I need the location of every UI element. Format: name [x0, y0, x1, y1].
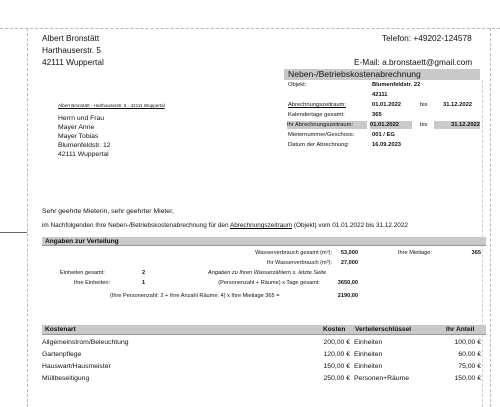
cost-amount: 120,00 €	[323, 351, 350, 358]
rent-average: 365	[471, 250, 481, 256]
page-break-line	[0, 28, 500, 29]
object-zip: 42111	[372, 92, 388, 98]
distribution-key: Personen+Räume	[354, 375, 409, 382]
statement-title: Neben-/Betriebskostenabrechnung	[284, 69, 480, 80]
your-period-from: 01.01.2022	[370, 121, 412, 129]
your-share: 150,00 €	[454, 375, 481, 382]
sender-name: Albert Bronstätt	[42, 33, 100, 43]
your-period-to: 31.12.2022	[434, 121, 480, 129]
distribution-key: Einheiten	[354, 351, 383, 358]
cost-type: Müllbeseitigung	[42, 375, 90, 382]
email-address: E-Mail: a.bronstaett@gmail.com	[354, 57, 473, 67]
tenant-number: 001 / EG	[372, 132, 395, 138]
recipient-line-5: 42111 Wuppertal	[58, 151, 109, 158]
statement-date: 16.09.2023	[372, 142, 402, 148]
object-street: Blumenfeldstr. 22	[372, 82, 421, 88]
recipient-line-1: Herrn und Frau	[58, 115, 105, 122]
meter-note: Angaben zu Ihren Wasserzählern s. letzte Seite	[208, 270, 327, 276]
days-formula-label: (Personenzahl + Räume) x Tage gesamt:	[218, 280, 320, 286]
your-period-to-label: bis	[420, 122, 428, 128]
distribution-key: Einheiten	[354, 339, 383, 346]
your-share: 60,00 €	[458, 351, 481, 358]
your-period-label: Ihr Abrechnungszeitraum:	[287, 121, 367, 129]
intro-period-link: Abrechnungszeitraum	[229, 222, 293, 229]
recipient-line-2: Mayer Anne	[58, 124, 95, 131]
cost-amount: 250,00 €	[323, 375, 350, 382]
calendar-days: 365	[372, 112, 382, 118]
period-to-label: bis	[420, 102, 428, 108]
your-share: 75,00 €	[458, 363, 481, 370]
your-share-header: Ihr Anteil	[446, 326, 475, 333]
water-total: 53,000	[340, 250, 358, 256]
distribution-key-header: Verteilerschlüssel	[355, 326, 412, 333]
cost-type-header: Kostenart	[45, 326, 76, 333]
cost-type: Gartenpflege	[42, 351, 82, 358]
distribution-title: Angaben zur Verteilung	[45, 238, 119, 245]
period-label: Abrechnungszeitraum:	[288, 102, 346, 108]
tenant-number-label: Mieternummer/Geschoss:	[288, 132, 355, 138]
units-yours: 1	[142, 280, 146, 286]
water-total-label: Wasserverbrauch gesamt (m³):	[255, 250, 332, 256]
intro-text-start: im Nachfolgenden Ihre Neben-/Betriebskostenabrechnung für den	[42, 222, 230, 229]
period-from: 01.01.2022	[372, 102, 402, 108]
sender-street: Harthauserstr. 5	[42, 45, 102, 55]
units-total-label: Einheiten gesamt:	[60, 270, 105, 276]
person-formula-label: (Ihre Personenzahl: 2 + Ihre Anzahl Räume: 4) x Ihre Mietiage 365 =	[110, 293, 280, 299]
recipient-line-4: Blumenfeldstr. 12	[58, 142, 111, 149]
cost-amount: 150,00 €	[323, 363, 350, 370]
fold-mark	[0, 232, 27, 233]
units-yours-label: Ihre Einheiten:	[73, 280, 110, 286]
calendar-days-label: Kalendertage gesamt:	[288, 112, 345, 118]
water-yours-label: Ihr Wasserverbrauch (m³):	[266, 260, 332, 266]
recipient-line-3: Mayer Tobias	[58, 133, 99, 140]
distribution-key: Einheiten	[354, 363, 383, 370]
sender-city: 42111 Wuppertal	[42, 57, 104, 67]
intro-text-end: (Objekt) vom 01.01.2022 bis 31.12.2022	[292, 222, 408, 229]
water-yours: 27,000	[340, 260, 358, 266]
cost-type: Hauswart/Hausmeister	[42, 363, 111, 370]
rent-average-label: Ihre Mietiage:	[398, 250, 432, 256]
statement-date-label: Datum der Abrechnung:	[288, 142, 350, 148]
distribution-header	[42, 237, 486, 246]
right-page-boundary	[490, 28, 491, 407]
phone-number: Telefon: +49202-124578	[382, 33, 472, 43]
cost-type: Allgemeinstrom/Beleuchtung	[42, 339, 129, 346]
person-formula-value: 2190,00	[337, 293, 358, 299]
intro-text	[42, 221, 408, 230]
units-total: 2	[142, 270, 146, 276]
return-address: Albert Bronstätt - Harthauserstr. 5 - 42111 Wuppertal	[58, 103, 165, 108]
salutation: Sehr geehrte Mieterin, sehr geehrter Mieter,	[42, 208, 174, 215]
cost-amount: 200,00 €	[323, 339, 350, 346]
costs-header	[42, 325, 486, 335]
object-label: Objekt:	[288, 82, 307, 88]
period-to: 31.12.2022	[443, 102, 473, 108]
left-page-boundary	[27, 28, 28, 407]
your-share: 100,00 €	[454, 339, 481, 346]
days-formula-value: 3650,00	[337, 280, 358, 286]
cost-amount-header: Kosten	[323, 326, 346, 333]
